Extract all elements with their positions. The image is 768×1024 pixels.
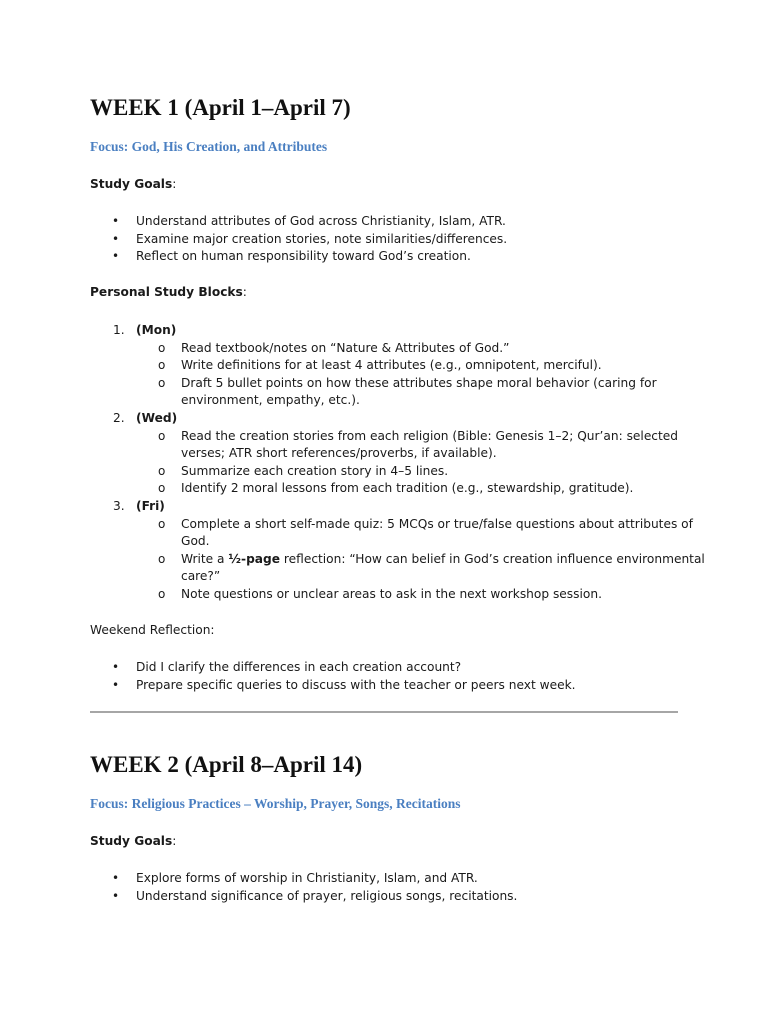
week1-goals-heading: Study Goals: bbox=[90, 177, 177, 191]
week2-goals-heading: Study Goals: bbox=[90, 834, 177, 848]
bullet-icon: • bbox=[112, 660, 120, 674]
sub-bullet-icon: o bbox=[158, 481, 166, 495]
bullet-icon: • bbox=[112, 214, 120, 228]
bullet-icon: • bbox=[112, 232, 120, 246]
wed-task-3: Identify 2 moral lessons from each tradition (e.g., stewardship, gratitude). bbox=[181, 481, 634, 495]
block-number: 2. bbox=[113, 411, 125, 425]
fri-task-2-line1: Write a ½-page reflection: “How can belief in God’s creation influence environmental bbox=[181, 552, 705, 566]
sub-bullet-icon: o bbox=[158, 587, 166, 601]
week2-focus: Focus: Religious Practices – Worship, Prayer, Songs, Recitations bbox=[90, 796, 461, 811]
bullet-icon: • bbox=[112, 871, 120, 885]
mon-task-1: Read textbook/notes on “Nature & Attributes of God.” bbox=[181, 341, 510, 355]
block-day-fri: (Fri) bbox=[136, 499, 165, 513]
fri-task-2-line2: care?” bbox=[181, 569, 221, 583]
weekend-heading: Weekend Reflection: bbox=[90, 623, 215, 637]
bullet-icon: • bbox=[112, 678, 120, 692]
weekend-item-1: Did I clarify the differences in each creation account? bbox=[136, 660, 462, 674]
week1-goal-3: Reflect on human responsibility toward God’s creation. bbox=[136, 249, 471, 263]
week1-goal-2: Examine major creation stories, note similarities/differences. bbox=[136, 232, 508, 246]
week1-goal-1: Understand attributes of God across Christianity, Islam, ATR. bbox=[136, 214, 506, 228]
block-day-wed: (Wed) bbox=[136, 411, 178, 425]
week2-goal-2: Understand significance of prayer, religious songs, recitations. bbox=[136, 889, 518, 903]
fri-task-1-line1: Complete a short self-made quiz: 5 MCQs or true/false questions about attributes of bbox=[181, 517, 693, 531]
mon-task-3-line1: Draft 5 bullet points on how these attributes shape moral behavior (caring for bbox=[181, 376, 657, 390]
wed-task-1-line2: verses; ATR short references/proverbs, if available). bbox=[181, 446, 497, 460]
sub-bullet-icon: o bbox=[158, 464, 166, 478]
week1-blocks-heading: Personal Study Blocks: bbox=[90, 285, 247, 299]
sub-bullet-icon: o bbox=[158, 429, 166, 443]
bullet-icon: • bbox=[112, 889, 120, 903]
week2-goal-1: Explore forms of worship in Christianity, Islam, and ATR. bbox=[136, 871, 478, 885]
sub-bullet-icon: o bbox=[158, 517, 166, 531]
wed-task-1-line1: Read the creation stories from each religion (Bible: Genesis 1–2; Qur’an: selected bbox=[181, 429, 679, 443]
mon-task-2: Write definitions for at least 4 attributes (e.g., omnipotent, merciful). bbox=[181, 358, 602, 372]
sub-bullet-icon: o bbox=[158, 358, 166, 372]
wed-task-2: Summarize each creation story in 4–5 lines. bbox=[181, 464, 449, 478]
section-divider bbox=[90, 711, 678, 713]
week2-title: WEEK 2 (April 8–April 14) bbox=[90, 752, 363, 777]
sub-bullet-icon: o bbox=[158, 376, 166, 390]
fri-task-3: Note questions or unclear areas to ask in the next workshop session. bbox=[181, 587, 602, 601]
block-number: 3. bbox=[113, 499, 125, 513]
sub-bullet-icon: o bbox=[158, 552, 166, 566]
block-day-mon: (Mon) bbox=[136, 323, 177, 337]
week1-focus: Focus: God, His Creation, and Attributes bbox=[90, 139, 328, 154]
block-number: 1. bbox=[113, 323, 125, 337]
fri-task-1-line2: God. bbox=[181, 534, 210, 548]
week1-title: WEEK 1 (April 1–April 7) bbox=[90, 95, 351, 120]
mon-task-3-line2: environment, empathy, etc.). bbox=[181, 393, 360, 407]
weekend-item-2: Prepare specific queries to discuss with the teacher or peers next week. bbox=[136, 678, 576, 692]
sub-bullet-icon: o bbox=[158, 341, 166, 355]
bullet-icon: • bbox=[112, 249, 120, 263]
